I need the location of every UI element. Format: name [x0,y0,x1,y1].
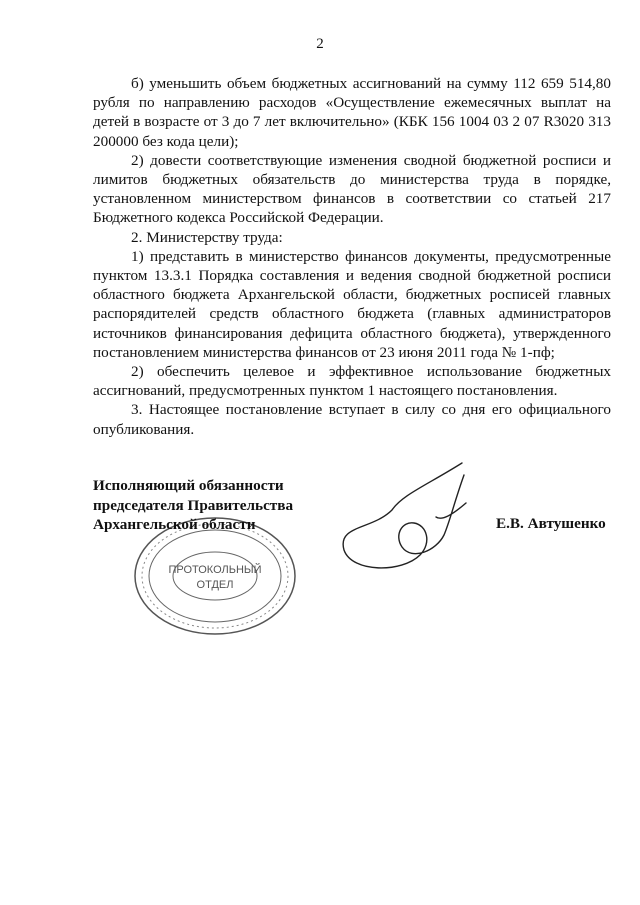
signatory-position [93,476,293,535]
paragraph-2-1: 1) представить в министерство финансов документы, предусмотренные пунктом 13.3.1 Порядка составления и ведения сводной бюджетной росписи областного бюджета Архангельской области, бюджетных росписей главных распорядителей средств областного бюджета (главных администраторов источников финансирования дефицита областного бюджета), утвержденного постановлением министерства финансов от 23 июня 2011 года № 1-пф; [93,247,611,361]
position-line-3: Архангельской области [93,516,256,533]
page-number: 2 [316,36,324,52]
position-line-2: председателя Правительства [93,496,294,514]
stamp-line-2: ОТДЕЛ [196,579,234,591]
handwritten-signature [332,455,482,590]
signatory-name: Е.В. Автушенко [496,515,606,532]
paragraph-2-2: 2) обеспечить целевое и эффективное использование бюджетных ассигнований, предусмотренных пунктом 1 настоящего постановления. [93,363,611,400]
paragraph-3: 3. Настоящее постановление вступает в силу со дня его официального опубликования. [93,401,611,438]
paragraph-1b: б) уменьшить объем бюджетных ассигнований на сумму 112 659 514,80 рубля по направлению расходов «Осуществление ежемесячных выплат на детей в возрасте от 3 до 7 лет включительно» (КБК 156 1004 03 2 07 R3020 313 200000 без кода цели); [93,75,611,150]
position-line-1: Исполняющий обязанности [93,477,284,494]
paragraph-1-2: 2) довести соответствующие изменения сводной бюджетной росписи и лимитов бюджетных обязательств до министерства труда в порядке, установленном министерством финансов в соответствии со статьей 217 Бюджетного кодекса Российской Федерации. [93,151,611,227]
paragraph-2: 2. Министерству труда: [131,228,283,246]
stamp-line-1: ПРОТОКОЛЬНЫЙ [168,564,262,576]
document-body [93,74,611,439]
